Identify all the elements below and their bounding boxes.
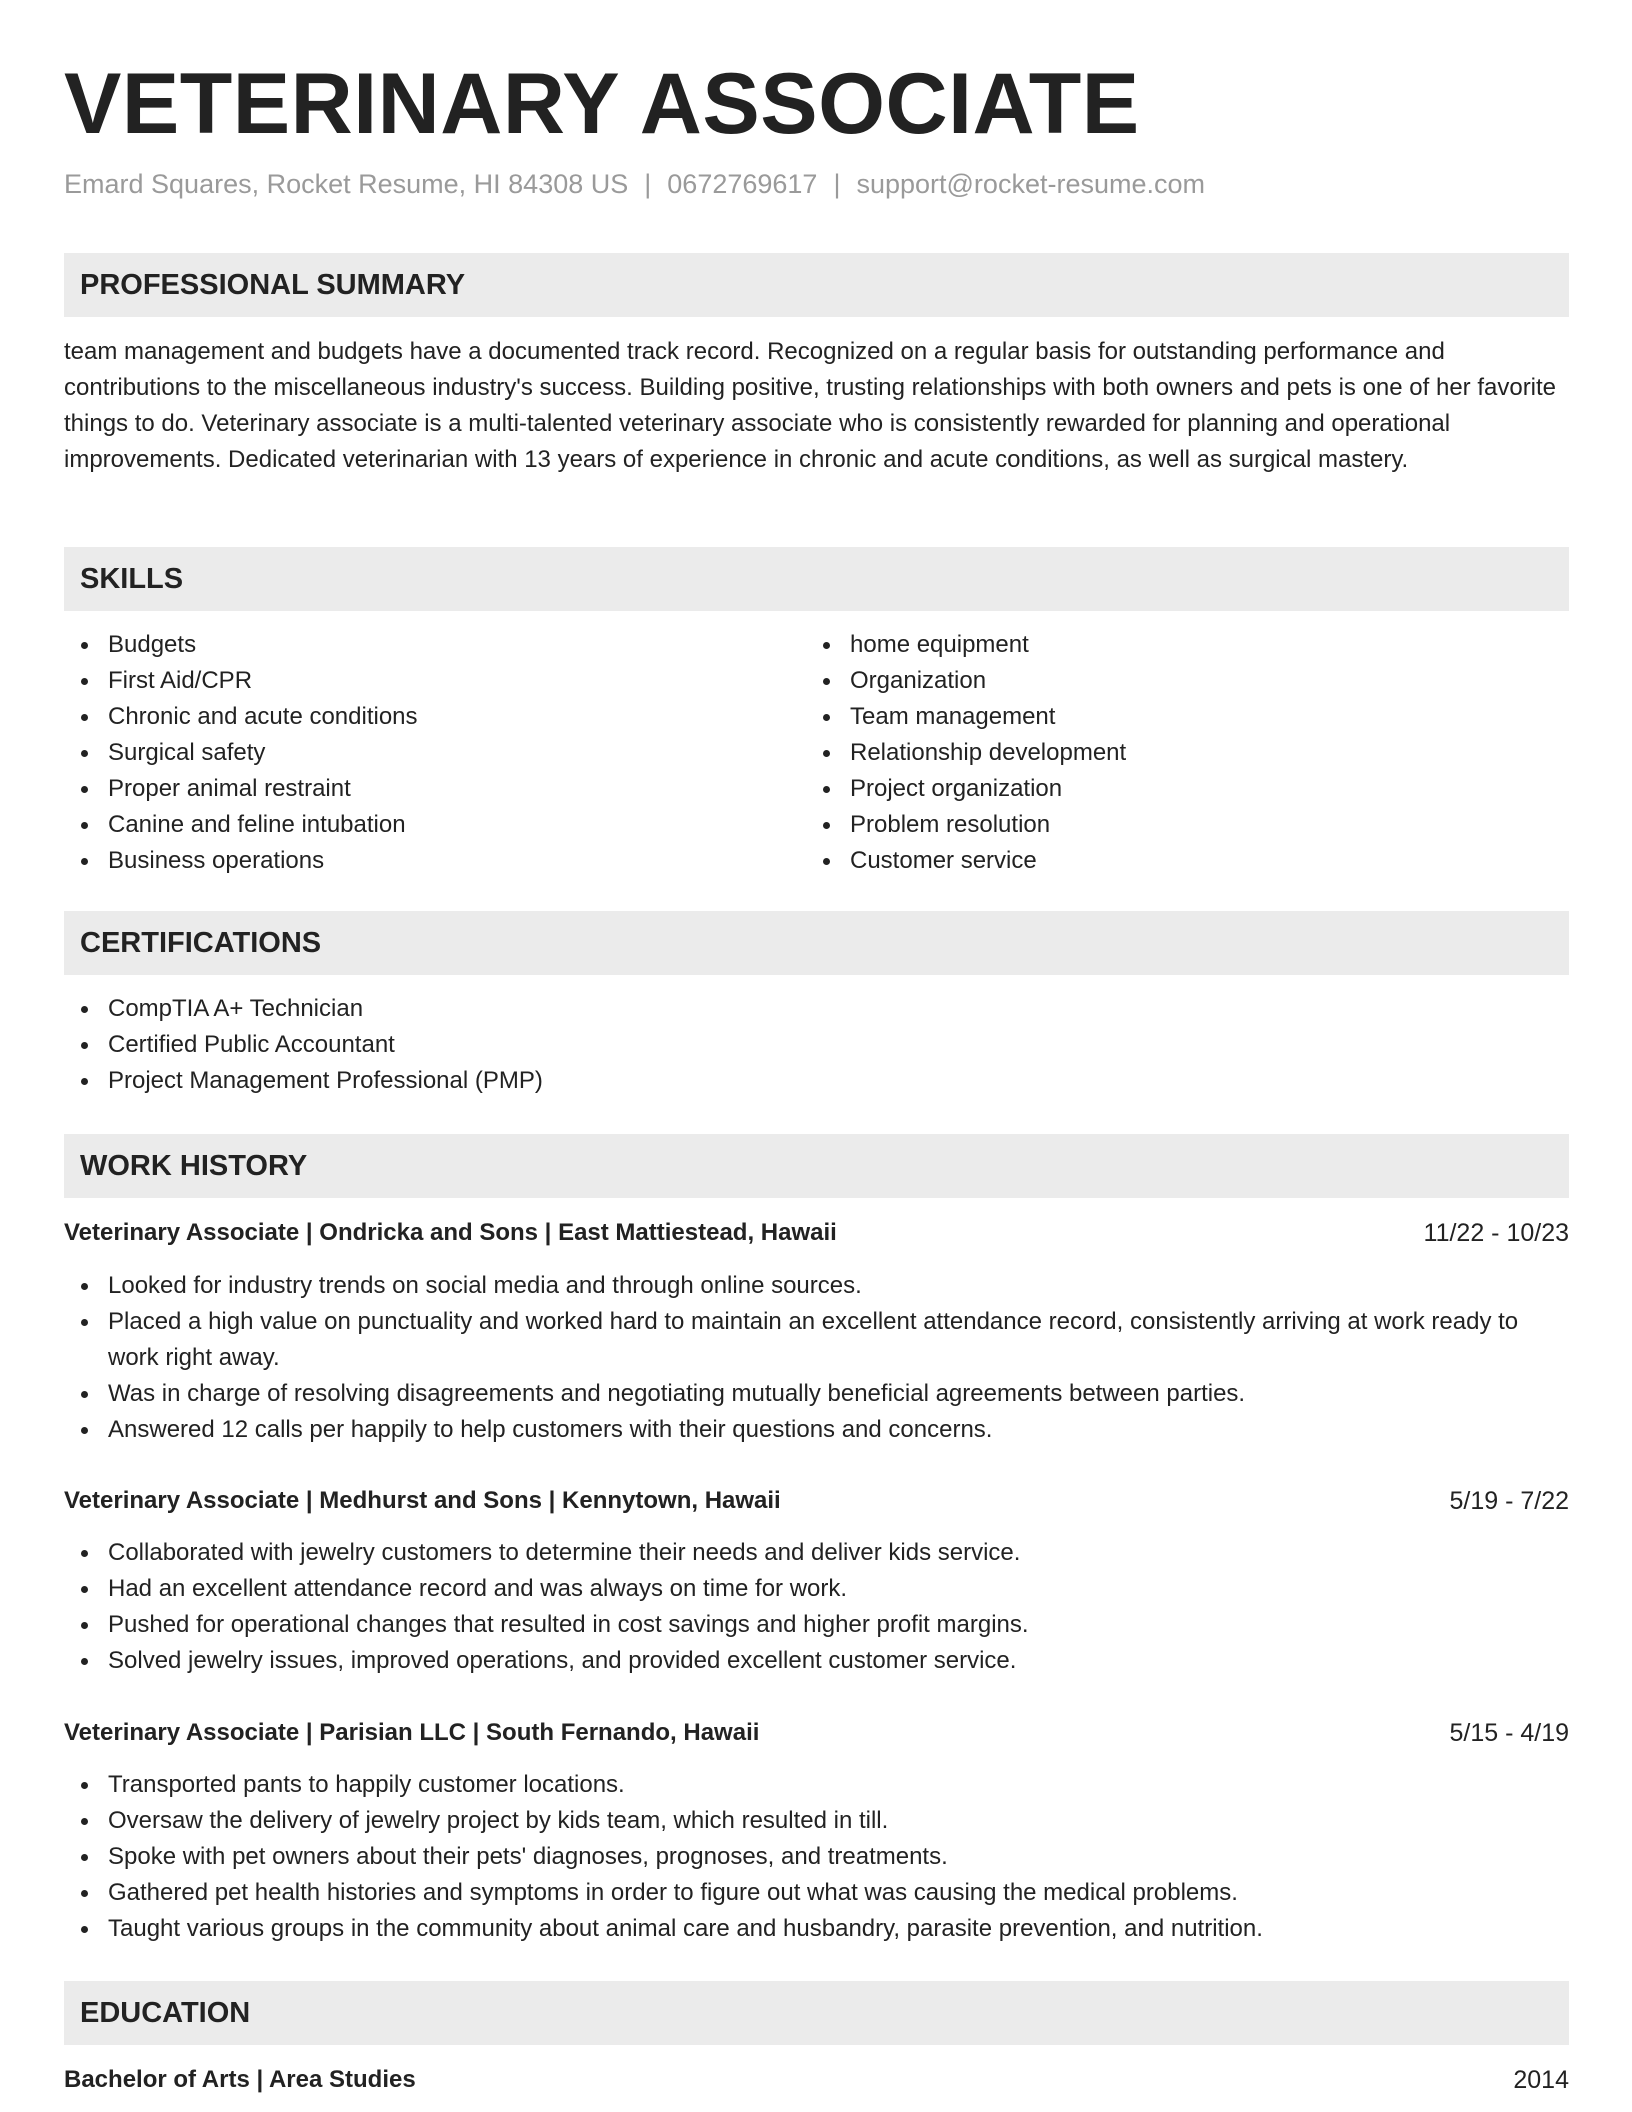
skill-item: Canine and feline intubation (64, 807, 764, 843)
certifications-list (64, 991, 1569, 1099)
certification-item: Project Management Professional (PMP) (64, 1063, 1569, 1099)
job-bullet: Gathered pet health histories and symptoms in order to figure out what was causing the medical problems. (64, 1875, 1569, 1911)
skill-item: First Aid/CPR (64, 663, 764, 699)
contact-phone: 0672769617 (667, 169, 818, 199)
job-title: Veterinary Associate | Ondricka and Sons | East Mattiestead, Hawaii (64, 1219, 837, 1246)
job-bullet: Answered 12 calls per happily to help customers with their questions and concerns. (64, 1412, 1569, 1448)
job-bullet: Had an excellent attendance record and was always on time for work. (64, 1571, 1569, 1607)
job-dates: 11/22 - 10/23 (1423, 1219, 1569, 1247)
job-bullet: Looked for industry trends on social media and through online sources. (64, 1268, 1569, 1304)
job-dates: 5/19 - 7/22 (1449, 1487, 1569, 1515)
section-title-work-history: WORK HISTORY (80, 1150, 308, 1182)
contact-address: Emard Squares, Rocket Resume, HI 84308 US (64, 169, 629, 199)
section-header-work-history (64, 1134, 1569, 1198)
section-title-education: EDUCATION (80, 1997, 251, 2029)
job-bullets (64, 1535, 1569, 1679)
section-title-summary: PROFESSIONAL SUMMARY (80, 269, 466, 301)
job-bullet: Taught various groups in the community about animal care and husbandry, parasite prevention, and nutrition. (64, 1911, 1569, 1947)
section-header-certifications (64, 911, 1569, 975)
skill-item: Customer service (806, 843, 1506, 879)
job-title: Veterinary Associate | Parisian LLC | South Fernando, Hawaii (64, 1719, 760, 1746)
job-bullets (64, 1268, 1569, 1448)
section-header-education (64, 1981, 1569, 2045)
job-bullet: Collaborated with jewelry customers to determine their needs and deliver kids service. (64, 1535, 1569, 1571)
job-bullet: Transported pants to happily customer locations. (64, 1767, 1569, 1803)
skill-item: home equipment (806, 627, 1506, 663)
summary-text: team management and budgets have a documented track record. Recognized on a regular basis for outstanding performance and contributions to the miscellaneous industry's success. Building positive, trusting relationships with both owners and pets is one of her favorite things to do. Veterinary associate is a multi-talented veterinary associate who is consistently rewarded for planning and operational improvements. Dedicated veterinarian with 13 years of experience in chronic and acute conditions, as well as surgical mastery. (64, 338, 1557, 473)
skill-item: Team management (806, 699, 1506, 735)
section-header-summary (64, 253, 1569, 317)
contact-separator: | (644, 169, 652, 199)
section-title-skills: SKILLS (80, 563, 184, 595)
section-header-skills (64, 547, 1569, 611)
job-bullet: Oversaw the delivery of jewelry project by kids team, which resulted in till. (64, 1803, 1569, 1839)
skills-list-right (806, 627, 1506, 879)
skill-item: Surgical safety (64, 735, 764, 771)
section-title-certifications: CERTIFICATIONS (80, 927, 322, 959)
job-bullet: Spoke with pet owners about their pets' diagnoses, prognoses, and treatments. (64, 1839, 1569, 1875)
skill-item: Problem resolution (806, 807, 1506, 843)
job-bullet: Was in charge of resolving disagreements and negotiating mutually beneficial agreements between parties. (64, 1376, 1569, 1412)
skill-item: Budgets (64, 627, 764, 663)
contact-separator: | (833, 169, 841, 199)
skill-item: Proper animal restraint (64, 771, 764, 807)
skill-item: Chronic and acute conditions (64, 699, 764, 735)
job-dates: 5/15 - 4/19 (1449, 1719, 1569, 1747)
candidate-title: VETERINARY ASSOCIATE (64, 56, 1140, 152)
certification-item: Certified Public Accountant (64, 1027, 1569, 1063)
skill-item: Business operations (64, 843, 764, 879)
job-bullet: Pushed for operational changes that resulted in cost savings and higher profit margins. (64, 1607, 1569, 1643)
job-bullets (64, 1767, 1569, 1947)
job-title: Veterinary Associate | Medhurst and Sons | Kennytown, Hawaii (64, 1487, 781, 1514)
contact-email: support@rocket-resume.com (856, 169, 1205, 199)
contact-line (64, 166, 1205, 202)
skills-list-left (64, 627, 764, 879)
skill-item: Relationship development (806, 735, 1506, 771)
skill-item: Organization (806, 663, 1506, 699)
job-bullet: Placed a high value on punctuality and worked hard to maintain an excellent attendance record, consistently arriving at work ready to work right away. (64, 1304, 1569, 1376)
education-year: 2014 (1513, 2066, 1569, 2094)
job-bullet: Solved jewelry issues, improved operations, and provided excellent customer service. (64, 1643, 1569, 1679)
education-degree: Bachelor of Arts | Area Studies (64, 2066, 416, 2093)
certification-item: CompTIA A+ Technician (64, 991, 1569, 1027)
skill-item: Project organization (806, 771, 1506, 807)
